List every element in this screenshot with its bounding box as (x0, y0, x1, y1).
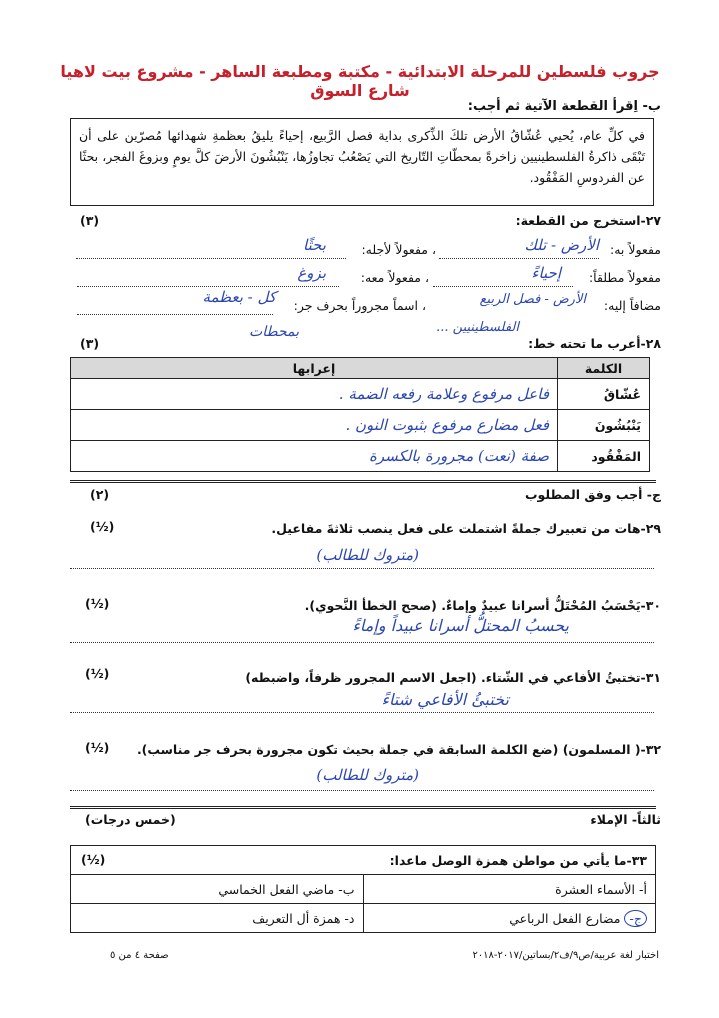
q29-answer[interactable]: (متروك للطالب) (316, 546, 419, 564)
footer-exam-info: اختبار لغة عربية/ص٩/ف٢/بساتين/٢٠١٧-٢٠١٨ (472, 950, 659, 961)
q29-score: (½) (90, 519, 115, 534)
option-letter: د- (344, 910, 355, 926)
parse-answer-cell[interactable]: فاعل مرفوع وعلامة رفعه الضمة . (71, 379, 558, 410)
q33-option-b[interactable] (71, 875, 364, 904)
q28-score: (٣) (80, 336, 100, 351)
dotted-line (433, 286, 573, 287)
option-letter: ب- (338, 881, 355, 897)
q27-answer-with[interactable]: بزوغ (297, 264, 326, 282)
option-label: مضارع الفعل الرباعي (509, 910, 621, 926)
reading-passage: في كلِّ عام، يُحيي عُشّاقُ الأرض تلكَ الذِّكرى بداية فصل الرَّبيع، إحياءً يليقُ بعظمةِ شهدائها مُصرّين على أن تَبْقَى ذاكرةُ الفلسطينيين زاخرةً بمحطّاتِ التّاريخ التي يَصْعُبُ تجاوزُها، يَنْبُشُونَ الأرضَ كلَّ يومٍ وبزوغَ الفجر، بحثًا عن الفردوسِ المَفْقُود. (70, 118, 654, 206)
q29-text: ٢٩-هات من تعبيرك جملةً اشتملت على فعل ينصب ثلاثةَ مفاعيل. (271, 521, 661, 536)
parse-answer-cell[interactable]: فعل مضارع مرفوع بثبوت النون . (71, 410, 558, 441)
section-c-heading: ج- أجب وفق المطلوب (524, 487, 661, 502)
col-word-header: الكلمة (558, 358, 650, 379)
word-cell: عُشّاقُ (558, 379, 650, 410)
q33-option-d[interactable] (71, 904, 364, 933)
option-label: همزة أل التعريف (252, 910, 341, 926)
word-cell: المَفْقُود (558, 441, 650, 472)
q28-title: ٢٨-أعرب ما تحته خط: (528, 336, 661, 351)
section-c-score: (٢) (90, 487, 110, 502)
q27-line3 (71, 288, 661, 320)
word-cell: يَنْبُشُونَ (558, 410, 650, 441)
q33-table (70, 845, 656, 933)
section-divider (70, 480, 656, 483)
q30-text: ٣٠-يَحْسَبُ المُحْتَلُّ أسرانا عبيدٌ وإماءٌ. (صحح الخطأ النَّحوي). (304, 598, 661, 613)
option-letter-circled: ج- (624, 910, 647, 927)
option-label: ماضي الفعل الخماسي (218, 881, 335, 897)
table-header-row (71, 358, 650, 379)
q32-score: (½) (85, 740, 110, 755)
parsing-table (70, 357, 650, 472)
option-label: الأسماء العشرة (555, 881, 636, 897)
dotted-line (77, 314, 273, 315)
q33-text: ٣٣-ما يأتي من مواطن همزة الوصل ماعدا: (389, 852, 647, 868)
q30-score: (½) (85, 596, 110, 611)
table-row (71, 410, 650, 441)
q27-title: ٢٧-استخرج من القطعة: (515, 213, 661, 228)
q27-answer-prep[interactable]: كل - بعظمة (202, 288, 276, 306)
q27-answer-prep-extra[interactable]: بمحطات (249, 324, 299, 340)
q33-option-a[interactable] (363, 875, 656, 904)
dotted-line (77, 286, 339, 287)
q27-answer-absolute[interactable]: إحياءً (531, 264, 561, 282)
q27-answer-genitive-extra[interactable]: الفلسطينيين ... (436, 320, 519, 335)
q32-text: ٣٢-( المسلمون) (ضع الكلمة السابقة في جملة بحيث تكون مجرورة بحرف جر مناسب). (136, 742, 661, 757)
dotted-line (76, 258, 346, 259)
q27-line1 (71, 236, 661, 264)
q33-score: (½) (81, 852, 106, 867)
q33-question-cell (71, 846, 656, 875)
q30-answer[interactable]: يحسبُ المحتلُّ أسرانا عبيداً وإماءً (352, 616, 569, 635)
table-row (71, 875, 656, 904)
q27-label-with: ، مفعولاً معه: (360, 270, 429, 285)
q31-score: (½) (85, 666, 110, 681)
page-header: جروب فلسطين للمرحلة الابتدائية - مكتبة ومطبعة الساهر - مشروع بيت لاهيا شارع السوق (60, 62, 660, 100)
q27-answer-genitive[interactable]: الأرض - فصل الربيع (479, 292, 586, 307)
q31-answer[interactable]: تختبئُ الأفاعي شتاءً (381, 690, 509, 709)
section-3-score: (خمس درجات) (85, 812, 176, 827)
option-letter: أ- (639, 881, 647, 897)
section-divider (70, 806, 656, 809)
q27-label-absolute: مفعولاً مطلقاً: (588, 270, 661, 285)
q27-label-prep: ، اسماً مجروراً بحرف جر: (293, 298, 426, 313)
q27-answer-purpose[interactable]: بحثًا (303, 236, 326, 254)
q27-score: (٣) (80, 213, 100, 228)
q32-answer[interactable]: (متروك للطالب) (316, 766, 419, 784)
dotted-line (439, 258, 599, 259)
q27-label-purpose: ، مفعولاً لأجله: (361, 242, 436, 257)
section-b-heading: ب- اِقرأ القطعة الآتية ثم أجب: (467, 99, 661, 114)
q31-text: ٣١-تختبئُ الأفاعي في الشّتاء. (اجعل الاسم المجرور ظرفاً، واضبطه) (245, 670, 661, 685)
q27-answer-object[interactable]: الأرض - تلك (524, 236, 599, 254)
answer-line (70, 568, 654, 569)
col-parse-header: إعرابها (71, 358, 558, 379)
answer-line (70, 790, 654, 791)
answer-line (70, 712, 654, 713)
q33-option-c[interactable] (363, 904, 656, 933)
q27-line2 (71, 264, 661, 292)
parse-answer-cell[interactable]: صفة (نعت) مجرورة بالكسرة (71, 441, 558, 472)
answer-line (70, 642, 654, 643)
footer-page-number: صفحة ٤ من ٥ (110, 950, 169, 961)
section-3-heading: ثالثاً- الإملاء (590, 812, 661, 827)
table-row (71, 441, 650, 472)
table-row (71, 846, 656, 875)
table-row (71, 904, 656, 933)
q27-label-genitive: مضافاً إليه: (603, 298, 661, 313)
table-row (71, 379, 650, 410)
q27-label-object: مفعولاً به: (609, 242, 661, 257)
